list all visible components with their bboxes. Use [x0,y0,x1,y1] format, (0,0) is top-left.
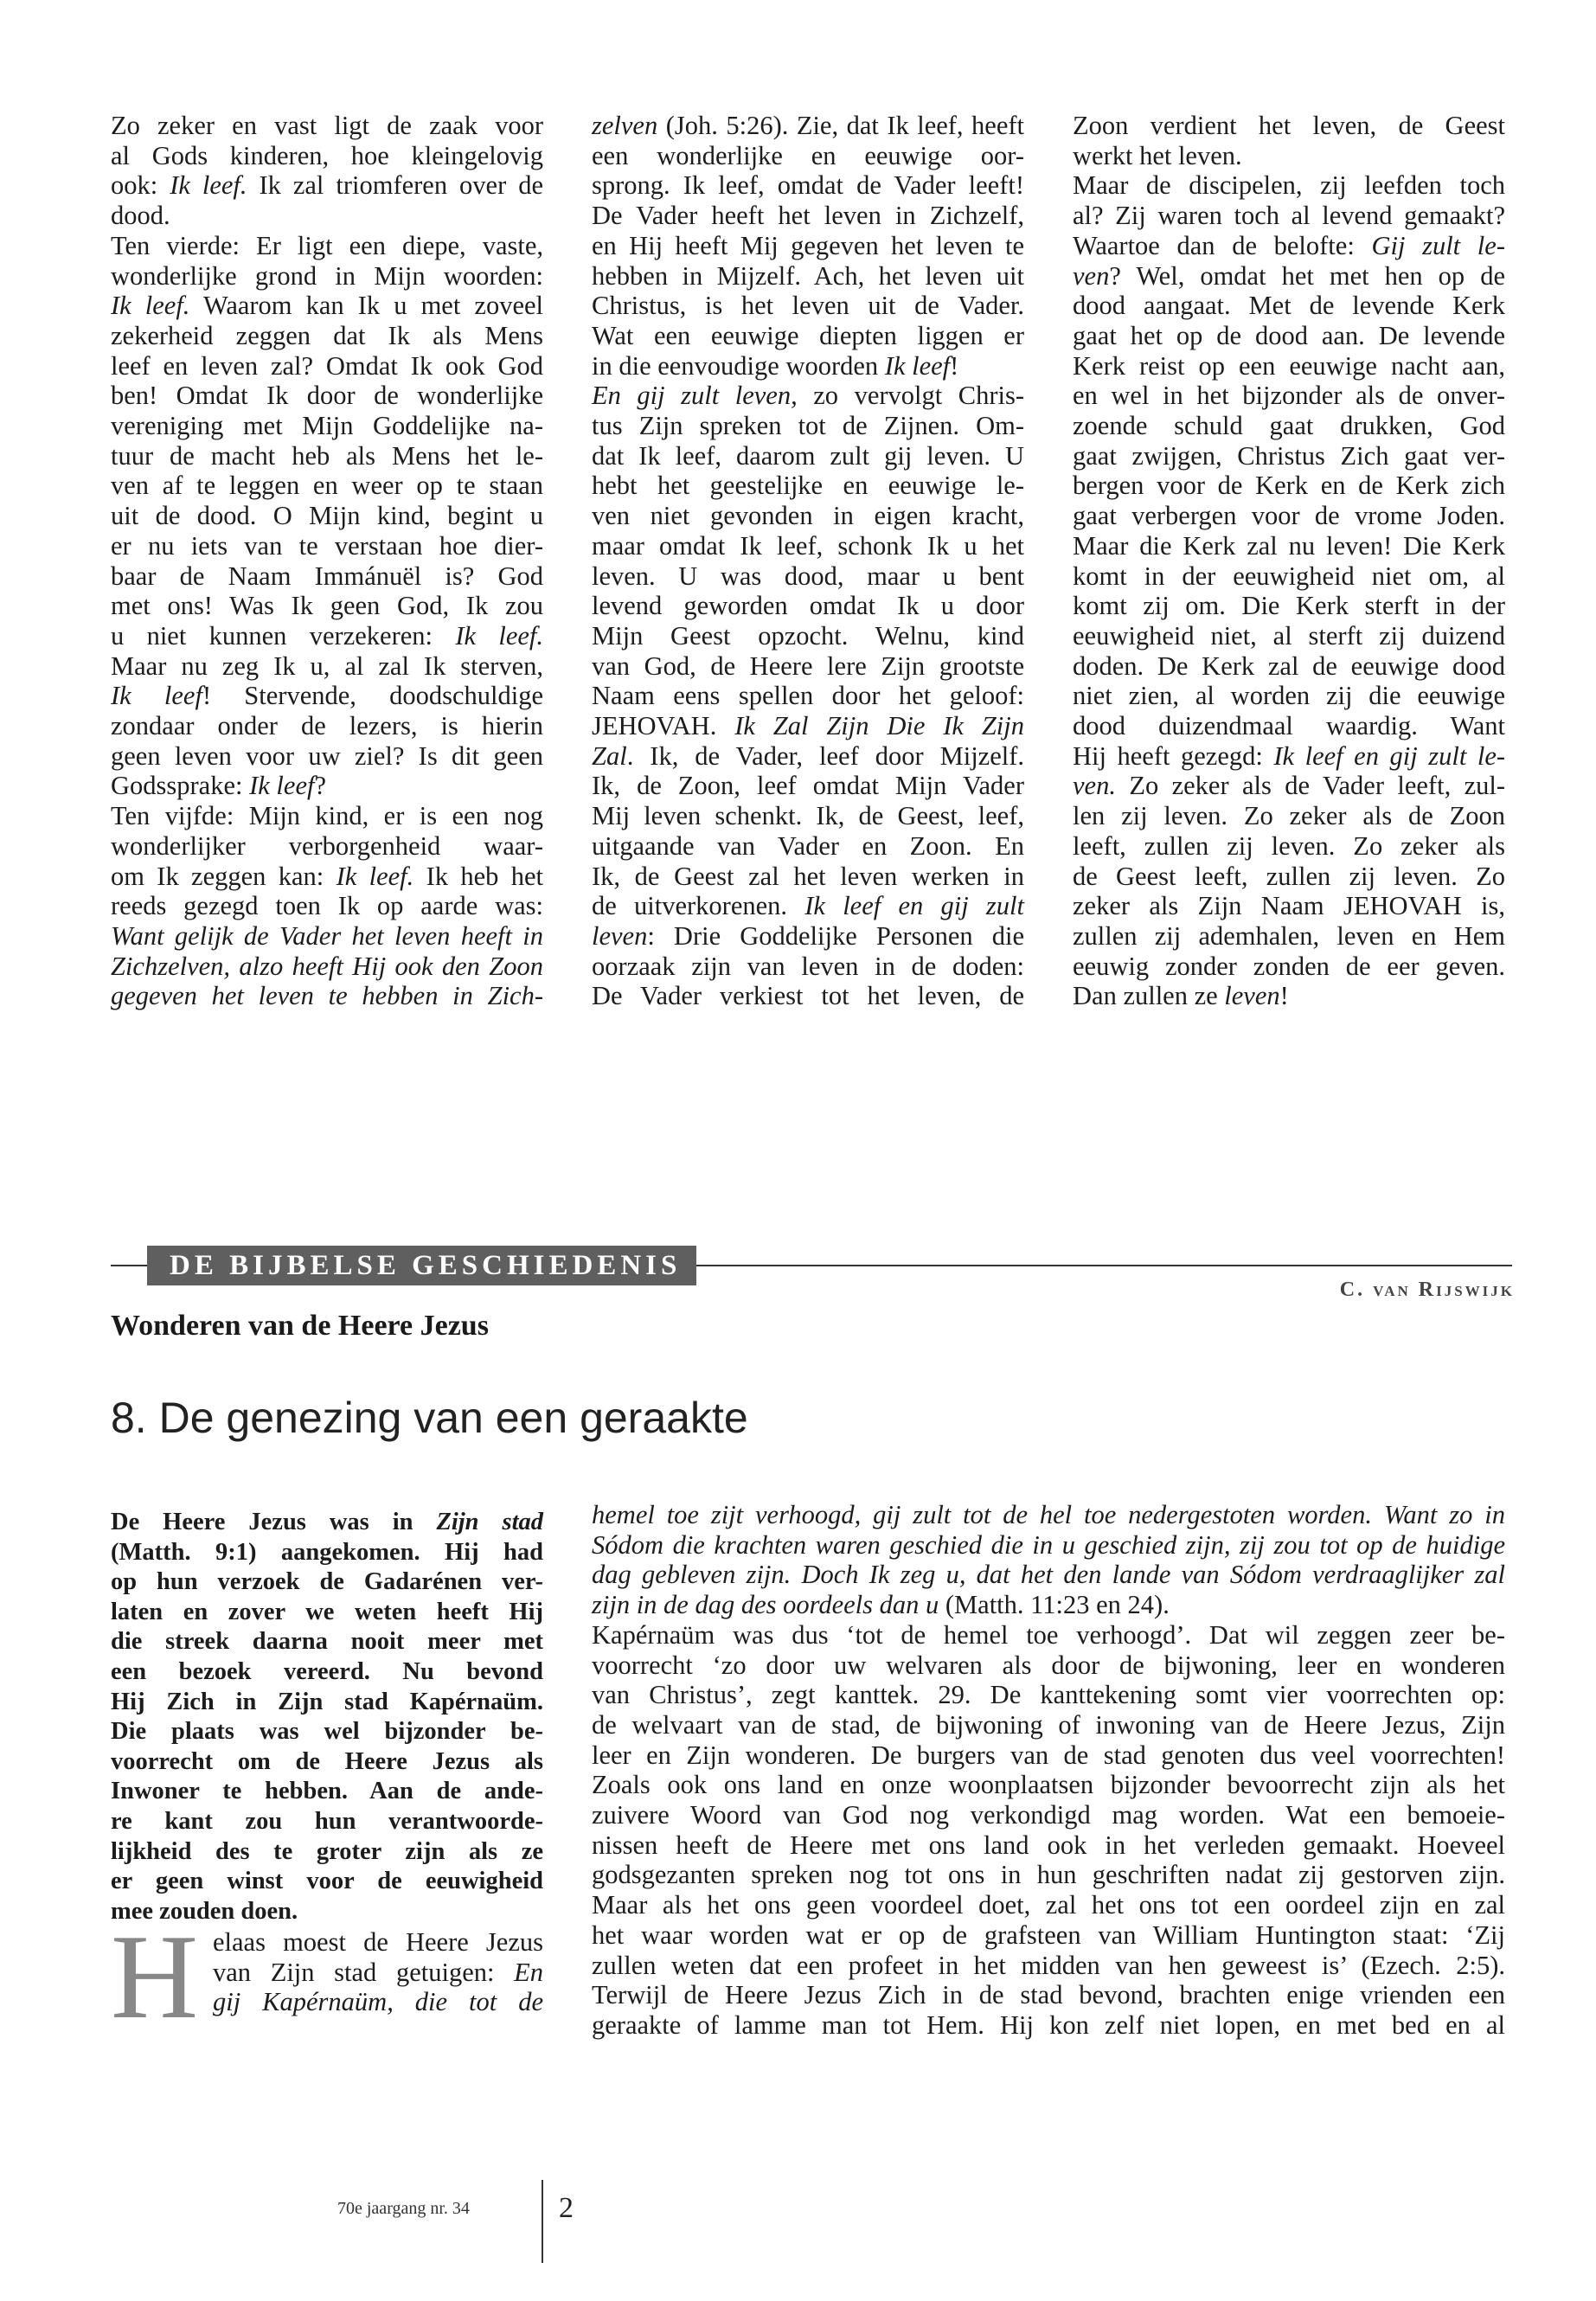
text-line: Kapérnaüm was dus ‘tot de hemel toe verhoogd’. Dat wil zeggen zeer be- [592,1619,1505,1650]
text-line: levend geworden omdat Ik u door [592,591,1024,621]
text-line: er geen winst voor de eeuwigheid [111,1868,543,1895]
text-line: hebt het geestelijke en eeuwige le- [592,471,1024,501]
text-line: (Matth. 9:1) aangekomen. Hij had [111,1538,543,1566]
author-text: C. van Rijswijk [1339,1279,1515,1301]
text-line: bergen voor de Kerk en de Kerk zich [1073,471,1505,501]
text-line: leer en Zijn wonderen. De burgers van de stad genoten dus veel voorrechten! [592,1740,1505,1770]
text-line: Inwoner te hebben. Aan de ande- [111,1778,543,1805]
text-line: zullen zij ademhalen, leven en Hem [1073,920,1505,951]
text-line: Zichzelven, alzo heeft Hij ook den Zoon [111,951,543,981]
text-line: hemel toe zijt verhoogd, gij zult tot de hel toe nedergestoten worden. Want zo in [592,1500,1505,1529]
section-label: DE BIJBELSE GESCHIEDENIS [147,1246,696,1285]
text-line: Ik, de Geest zal het leven werken in [592,861,1024,891]
text-line: nissen heeft de Heere met ons land ook in het verleden gemaakt. Hoeveel [592,1830,1505,1860]
text-line: Maar nu zeg Ik u, al zal Ik sterven, [111,651,543,681]
text-line: baar de Naam Immánuël is? God [111,561,543,591]
text-line: uitgaande van Vader en Zoon. En [592,830,1024,861]
text-line: Hij Zich in Zijn stad Kapérnaüm. [111,1688,543,1715]
text-line: maar omdat Ik leef, schonk Ik u het [592,530,1024,561]
text-line: en wel in het bijzonder als de onver- [1073,381,1505,411]
text-line: zekerheid zeggen dat Ik als Mens [111,320,543,350]
text-line: Waartoe dan de belofte: Gij zult le- [1073,230,1505,260]
text-line: doden. De Kerk zal de eeuwige dood [1073,651,1505,681]
text-line: Terwijl de Heere Jezus Zich in de stad bevond, brachten enige vrienden een [592,1980,1505,2010]
text-line: een wonderlijke en eeuwige oor- [592,140,1024,170]
lead-paragraph [111,1508,543,1926]
series-title: Wonderen van de Heere Jezus [111,1310,489,1342]
text-column-1 [111,111,543,1011]
text-line: gaat verbergen voor de vrome Joden. [1073,501,1505,531]
text-line: Sódom die krachten waren geschied die in u geschied zijn, zij zou tot op de huidige [592,1529,1505,1560]
text-line: gegeven het leven te hebben in Zich- [111,981,543,1011]
article-title: 8. De genezing van een geraakte [111,1394,748,1442]
text-column-3 [1073,111,1505,1011]
footer-rule [542,2180,543,2263]
text-line: oorzaak zijn van leven in de doden: [592,951,1024,981]
text-line: zondaar onder de lezers, is hierin [111,711,543,741]
text-line: laten en zover we weten heeft Hij [111,1598,543,1625]
text-line: zijn in de dag des oordeels dan u (Matth. 11:23 en 24). [592,1590,1170,1620]
text-line: zelven (Joh. 5:26). Zie, dat Ik leef, heeft [592,111,1024,140]
text-line: Kerk reist op een eeuwige nacht aan, [1073,350,1505,381]
text-line: met ons! Was Ik geen God, Ik zou [111,591,543,621]
text-line: hebben in Mijzelf. Ach, het leven uit [592,260,1024,291]
text-line: van Christus’, zegt kanttek. 29. De kanttekening somt vier voorrechten op: [592,1680,1505,1710]
text-line: het waar worden wat er op de grafsteen van William Huntington staat: ‘Zij [592,1920,1505,1950]
text-line: zoende schuld gaat drukken, God [1073,411,1505,441]
text-line: de welvaart van de stad, de bijwoning of inwoning van de Heere Jezus, Zijn [592,1709,1505,1740]
text-line: al? Zij waren toch al levend gemaakt? [1073,201,1505,231]
text-line: Zo zeker en vast ligt de zaak voor [111,111,543,140]
text-line: JEHOVAH. Ik Zal Zijn Die Ik Zijn [592,711,1024,741]
text-line: de Geest leeft, zullen zij leven. Zo [1073,861,1505,891]
text-line: geraakte of lamme man tot Hem. Hij kon zelf niet lopen, en met bed en al [592,2009,1505,2040]
text-line: eeuwigheid niet, al sterft zij duizend [1073,620,1505,651]
text-line: zullen weten dat een profeet in het midden van hen geweest is’ (Ezech. 2:5). [592,1950,1505,1980]
text-line: ven? Wel, omdat het met hen op de [1073,260,1505,291]
text-line: in die eenvoudige woorden Ik leef! [592,350,959,381]
text-line: u niet kunnen verzekeren: Ik leef. [111,620,544,651]
text-line: Zoon verdient het leven, de Geest [1073,111,1505,140]
text-line: lijkheid des te groter zijn als ze [111,1837,543,1865]
text-line: eeuwig zonder zonden de eer geven. [1073,951,1505,981]
text-line: Maar de discipelen, zij leefden toch [1073,170,1505,201]
text-line: En gij zult leven, zo vervolgt Chris- [592,381,1024,411]
text-line: voorrecht ‘zo door uw welvaren als door de bijwoning, leer en wonderen [592,1650,1505,1680]
text-line: gaat zwijgen, Christus Zich gaat ver- [1073,440,1505,471]
issue-info: 70e jaargang nr. 34 [337,2199,470,2218]
text-line: re kant zou hun verantwoorde- [111,1807,543,1835]
text-line: van Zijn stad getuigen: En [213,1957,543,1987]
text-line: Ik leef! Stervende, doodschuldige [111,681,543,711]
text-line: voorrecht om de Heere Jezus als [111,1747,543,1775]
text-line: van God, de Heere lere Zijn grootste [592,651,1024,681]
text-line: wonderlijker verborgenheid waar- [111,830,543,861]
text-line: gaat het op de dood aan. De levende [1073,320,1505,350]
text-line: Zal. Ik, de Vader, leef door Mijzelf. [592,740,1024,771]
text-line: dag gebleven zijn. Doch Ik zeg u, dat het den lande van Sódom verdraaglijker zal [592,1560,1505,1590]
text-line: dat Ik leef, daarom zult gij leven. U [592,440,1024,471]
text-line: Naam eens spellen door het geloof: [592,681,1024,711]
article-body-right [592,1500,1505,2041]
text-line: ven. Zo zeker als de Vader leeft, zul- [1073,771,1505,801]
text-line: Mijn Geest opzocht. Welnu, kind [592,620,1024,651]
text-line: een bezoek vereerd. Nu bevond [111,1657,543,1685]
text-line: uit de dood. O Mijn kind, begint u [111,501,543,531]
text-line: Ik, de Zoon, leef omdat Mijn Vader [592,771,1024,801]
text-line: elaas moest de Heere Jezus [213,1927,543,1957]
text-line: al Gods kinderen, hoe kleingelovig [111,140,543,170]
text-line: Ten vierde: Er ligt een diepe, vaste, [111,230,543,260]
text-line: werkt het leven. [1073,140,1242,170]
text-line: leef en leven zal? Omdat Ik ook God [111,350,543,381]
text-line: Zoals ook ons land en onze woonplaatsen bijzonder bevoorrecht zijn als het [592,1770,1505,1800]
text-line: om Ik zeggen kan: Ik leef. Ik heb het [111,861,543,891]
text-line: dood aangaat. Met de levende Kerk [1073,291,1505,321]
text-line: tuur de macht heb als Mens het le- [111,440,543,471]
text-line: komt in der eeuwigheid niet om, al [1073,561,1505,591]
text-line: Dan zullen ze leven! [1073,981,1289,1011]
text-line: len zij leven. Zo zeker als de Zoon [1073,801,1505,831]
text-line: De Heere Jezus was in Zijn stad [111,1509,543,1535]
text-line: sprong. Ik leef, omdat de Vader leeft! [592,170,1024,201]
text-line: ven af te leggen en weer op te staan [111,471,543,501]
text-line: mee zouden doen. [111,1897,298,1925]
text-line: Want gelijk de Vader het leven heeft in [111,920,543,951]
text-line: Ten vijfde: Mijn kind, er is een nog [111,801,543,831]
text-line: reeds gezegd toen Ik op aarde was: [111,891,543,921]
text-line: op hun verzoek de Gadarénen ver- [111,1568,543,1596]
text-line: ook: Ik leef. Ik zal triomferen over de [111,170,544,201]
text-line: niet zien, al worden zij die eeuwige [1073,681,1505,711]
text-line: die streek daarna nooit meer met [111,1628,543,1656]
text-line: De Vader heeft het leven in Zichzelf, [592,201,1024,231]
text-line: De Vader verkiest tot het leven, de [592,981,1024,1011]
text-line: ven niet gevonden in eigen kracht, [592,501,1024,531]
text-line: dood. [111,201,170,231]
text-line: er nu iets van te verstaan hoe dier- [111,530,543,561]
text-line: gij Kapérnaüm, die tot de [213,1987,543,2017]
text-line: wonderlijke grond in Mijn woorden: [111,260,543,291]
text-line: vereniging met Mijn Goddelijke na- [111,411,543,441]
text-line: Maar die Kerk zal nu leven! Die Kerk [1073,530,1505,561]
text-line: Maar als het ons geen voordeel doet, zal het ons tot een oordeel zijn en zal [592,1890,1505,1920]
text-line: de uitverkorenen. Ik leef en gij zult [592,891,1024,921]
text-line: dood duizendmaal waardig. Want [1073,711,1505,741]
text-line: leeft, zullen zij leven. Zo zeker als [1073,830,1505,861]
text-line: leven: Drie Goddelijke Personen die [592,920,1024,951]
text-line: Ik leef. Waarom kan Ik u met zoveel [111,291,544,321]
text-line: leven. U was dood, maar u bent [592,561,1024,591]
text-column-2 [592,111,1024,1011]
text-line: Wat een eeuwige diepten liggen er [592,320,1024,350]
text-line: Godssprake: Ik leef? [111,771,326,801]
text-line: Hij heeft gezegd: Ik leef en gij zult le- [1073,740,1506,771]
text-line: godsgezanten spreken nog tot ons in hun geschriften nadat zij gestorven zijn. [592,1860,1505,1890]
text-line: zeker als Zijn Naam JEHOVAH is, [1073,891,1505,921]
text-line: Christus, is het leven uit de Vader. [592,291,1024,321]
text-line: komt zij om. Die Kerk sterft in der [1073,591,1505,621]
author-name [1340,1279,1515,1302]
text-line: geen leven voor uw ziel? Is dit geen [111,740,543,771]
text-line: Mij leven schenkt. Ik, de Geest, leef, [592,801,1024,831]
dropcap-letter: H [111,1910,199,2044]
text-line: zuivere Woord van God nog verkondigd mag worden. Wat een bemoeie- [592,1800,1505,1830]
page-number: 2 [559,2192,574,2224]
text-line: Die plaats was wel bijzonder be- [111,1718,543,1746]
text-line: en Hij heeft Mij gegeven het leven te [592,230,1024,260]
text-line: ben! Omdat Ik door de wonderlijke [111,381,543,411]
text-line: tus Zijn spreken tot de Zijnen. Om- [592,411,1024,441]
